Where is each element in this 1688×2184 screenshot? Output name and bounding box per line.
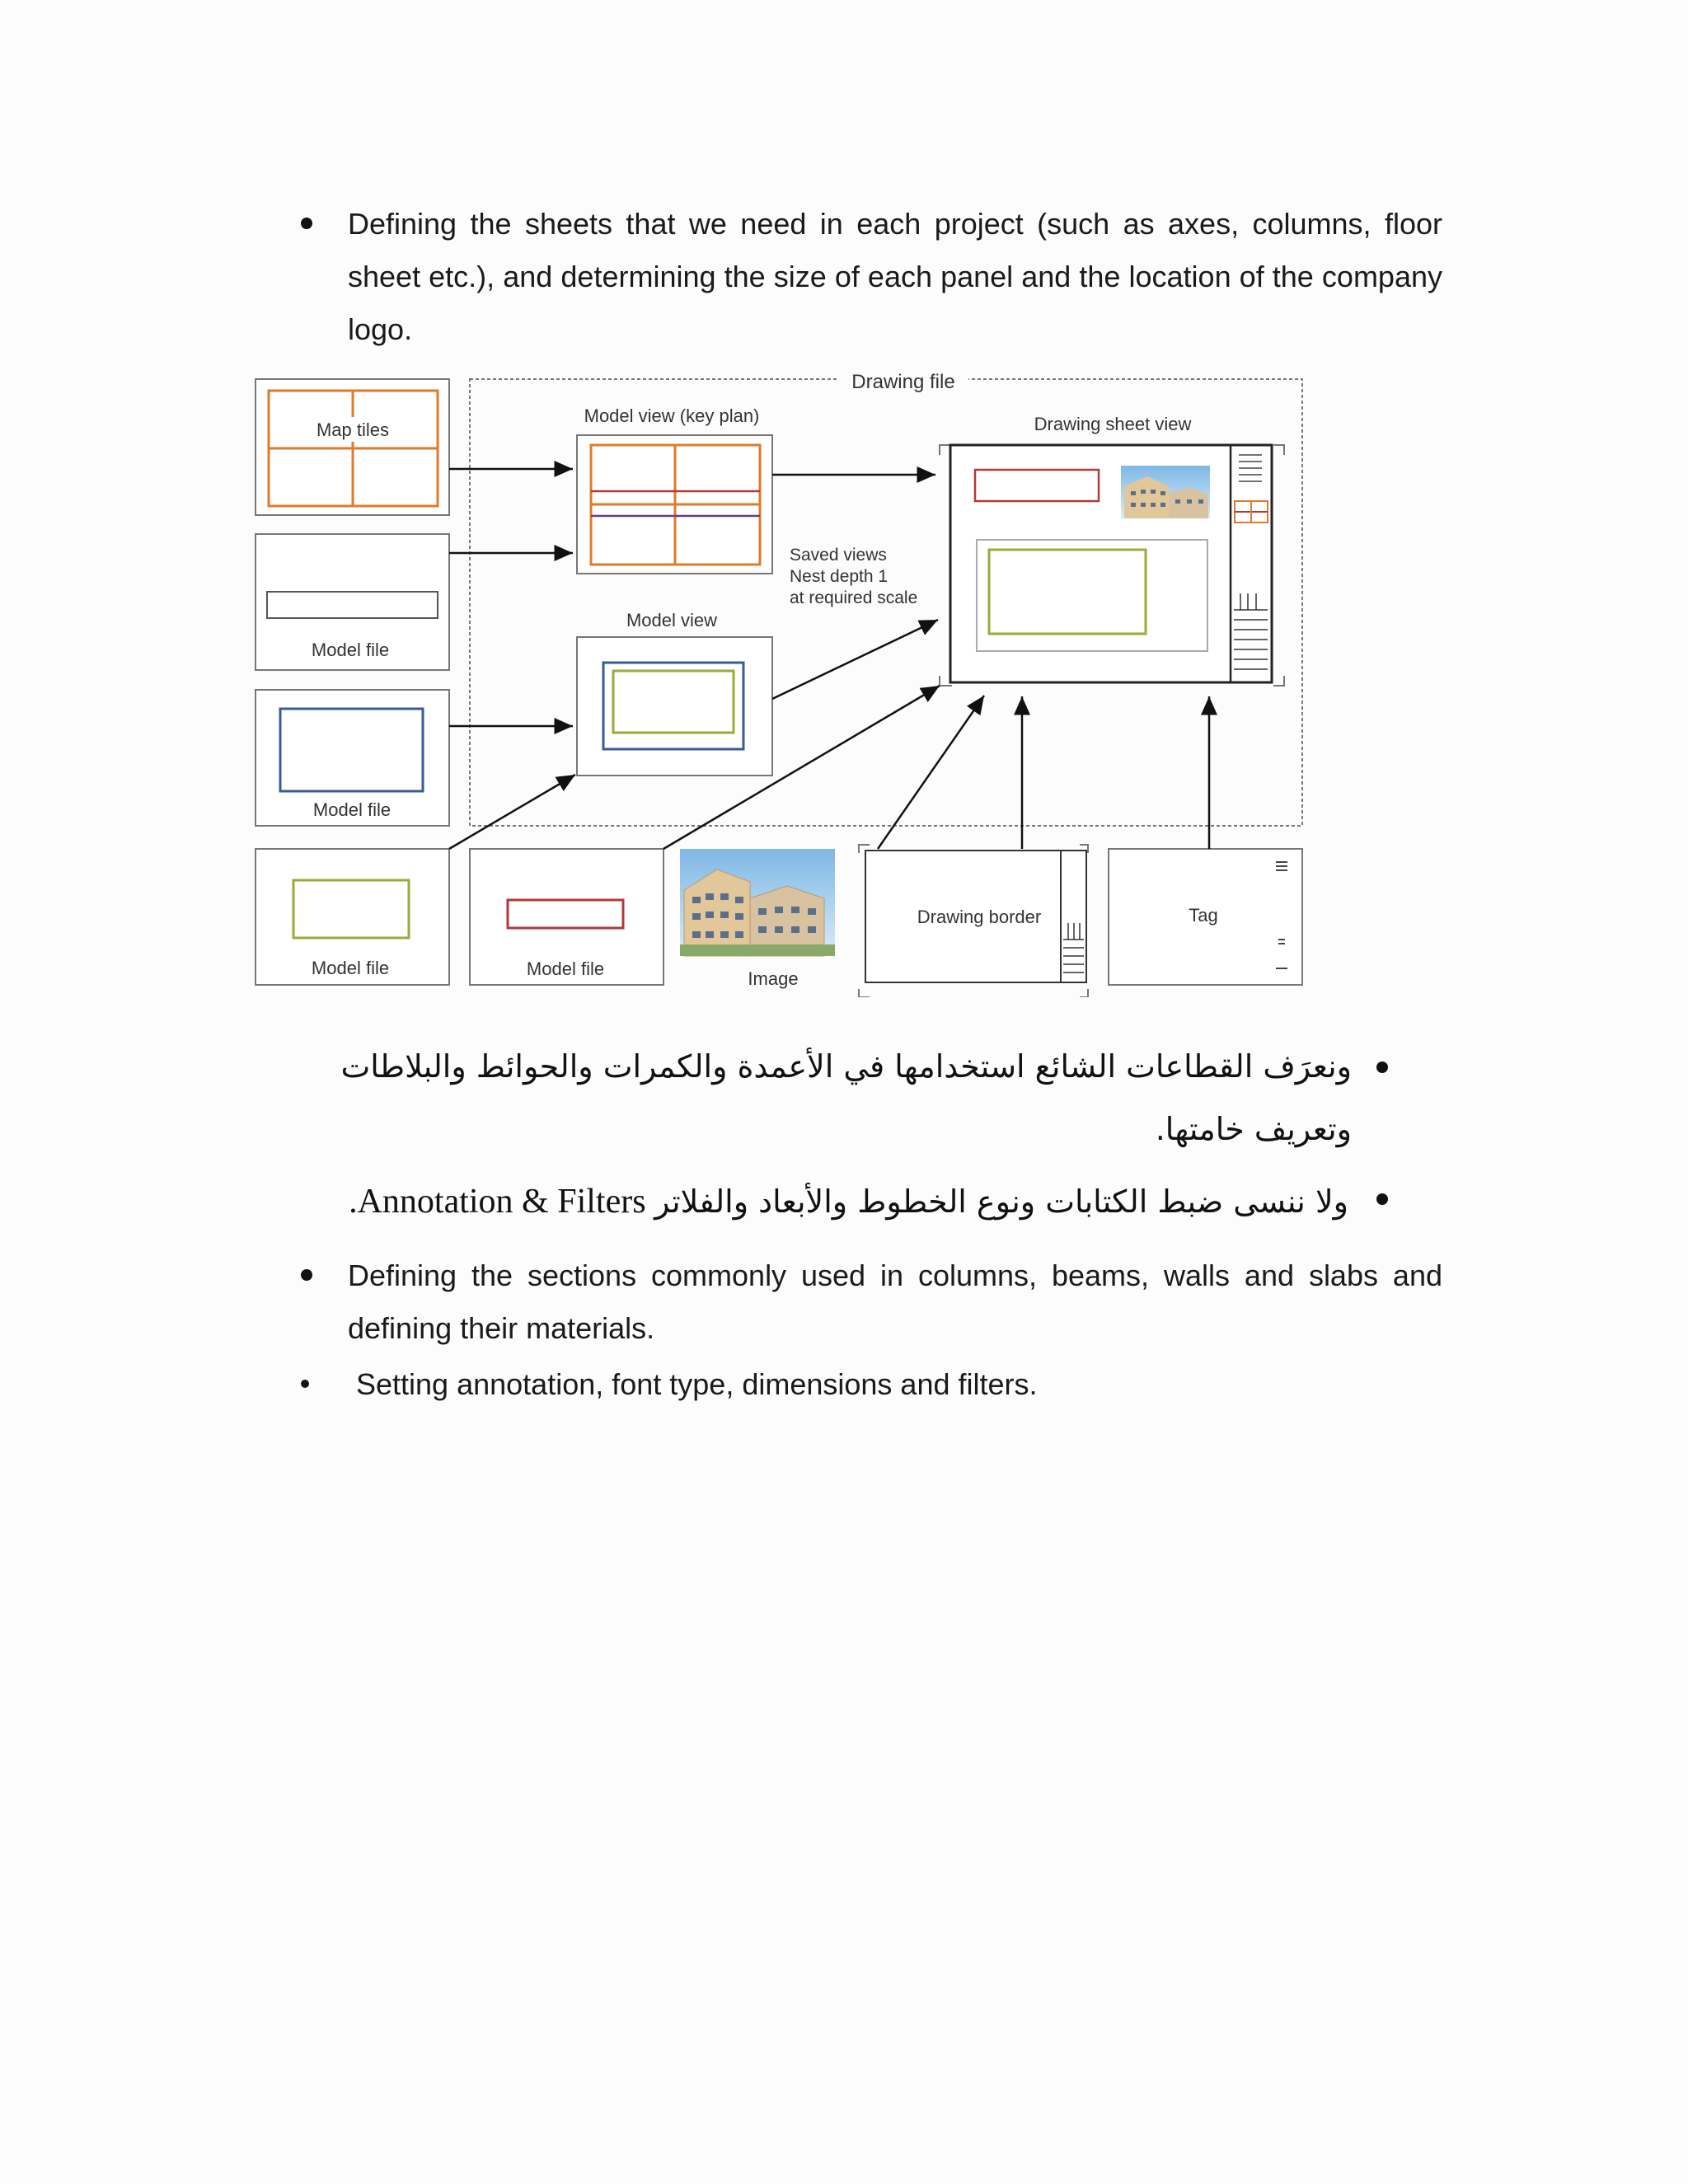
arabic-bullet-annotation	[349, 1177, 1348, 1227]
bullet-dot	[301, 1380, 309, 1388]
building-image	[680, 849, 835, 956]
arabic-bullet-sections: ونعرَف القطاعات الشائع استخدامها في الأعمدة والكمرات والحوائط والبلاطات وتعريف خامتها.	[340, 1048, 1352, 1147]
map-tiles-label: Map tiles	[316, 419, 390, 440]
image-label: Image	[748, 968, 799, 989]
drawing-file-label: Drawing file	[851, 371, 955, 393]
bullet-annotation-settings: Setting annotation, font type, dimensions and filters.	[356, 1367, 1038, 1401]
saved-views-line-2: Nest depth 1	[790, 567, 889, 586]
model-file-label-4: Model file	[526, 958, 605, 979]
annotation-filters-latin: Annotation & Filters	[357, 1183, 646, 1221]
arabic-annotation-text: ولا ننسى ضبط الكتابات ونوع الخطوط والأبعاد والفلاتر	[654, 1183, 1348, 1220]
drawing-file-diagram	[247, 363, 1319, 997]
bullet-dot	[1376, 1193, 1388, 1205]
bullet-dot	[1376, 1062, 1388, 1073]
drawing-sheet-view-label: Drawing sheet view	[1034, 414, 1192, 434]
saved-views-line-1: Saved views	[790, 546, 887, 565]
bullet-dot	[301, 218, 312, 229]
model-view-key-plan-label: Model view (key plan)	[584, 405, 760, 426]
model-file-label-1: Model file	[311, 640, 390, 660]
model-file-label-2: Model file	[312, 799, 392, 820]
annotation-end-period: .	[349, 1183, 358, 1221]
bullet-sheets-definition: Defining the sheets that we need in each project (such as axes, columns, floor sheet etc.), and determining the size of each panel and the location of the company logo.	[348, 207, 1442, 346]
model-view-label: Model view	[626, 610, 718, 630]
saved-views-line-3: at required scale	[790, 588, 918, 607]
tag-label: Tag	[1189, 905, 1218, 926]
bullet-dot	[301, 1269, 312, 1281]
sheet-thumbnail-image	[1121, 466, 1210, 518]
drawing-border-label: Drawing border	[917, 907, 1042, 927]
bullet-sections-materials: Defining the sections commonly used in columns, beams, walls and slabs and defining their materials.	[348, 1258, 1442, 1345]
model-file-label-3: Model file	[311, 958, 390, 978]
